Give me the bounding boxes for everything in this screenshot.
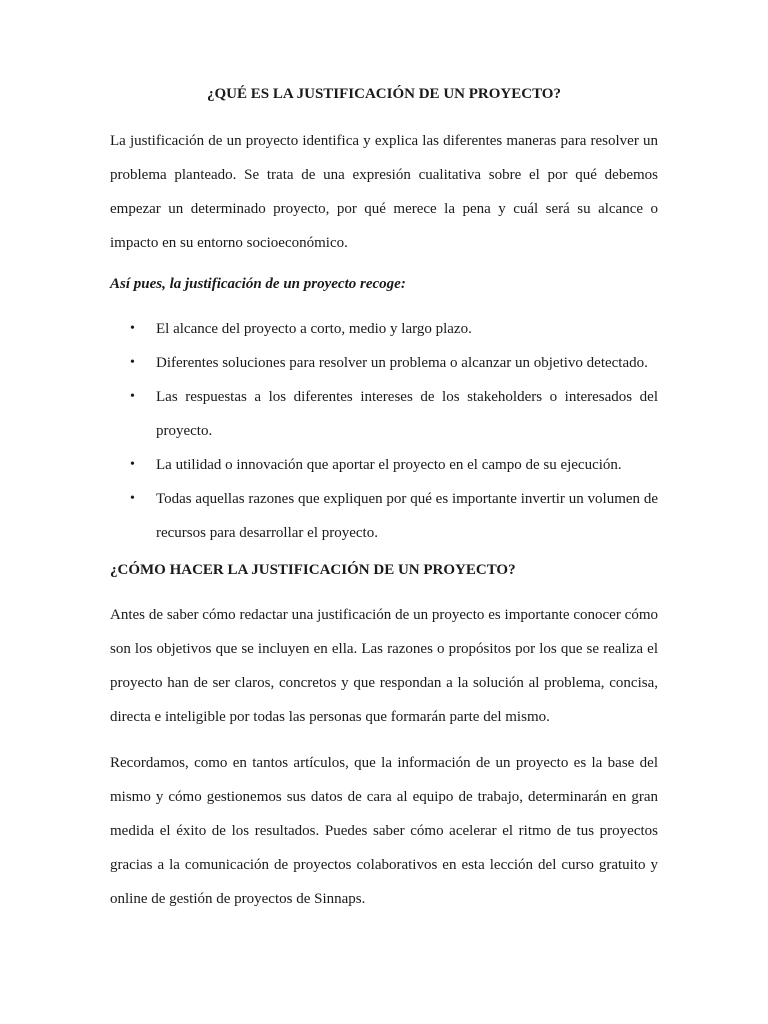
intro-paragraph: La justificación de un proyecto identifica y explica las diferentes maneras para resolver un problema planteado. Se trata de una expresión cualitativa sobre el por qué debemos empezar un determinado proyecto, por qué merece la pena y cuál será su alcance o impacto en su entorno socioeconómico. [110, 133, 658, 251]
page-title: ¿QUÉ ES LA JUSTIFICACIÓN DE UN PROYECTO? [207, 86, 561, 102]
list-item-text: El alcance del proyecto a corto, medio y largo plazo. [156, 321, 472, 337]
list-item [110, 312, 658, 346]
list-item-text: La utilidad o innovación que aportar el proyecto en el campo de su ejecución. [156, 457, 622, 473]
list-item [110, 380, 658, 448]
section-heading: ¿CÓMO HACER LA JUSTIFICACIÓN DE UN PROYECTO? [110, 562, 516, 578]
body-paragraph-2: Antes de saber cómo redactar una justificación de un proyecto es importante conocer cómo son los objetivos que se incluyen en ella. Las razones o propósitos por los que se realiza el proyecto han de ser claros, concretos y que respondan a la solución al problema, concisa, directa e inteligible por todas las personas que formarán parte del mismo. [110, 607, 658, 725]
lead-sentence: Así pues, la justificación de un proyecto recoge: [110, 276, 406, 292]
list-item-text: Todas aquellas razones que expliquen por qué es importante invertir un volumen de recursos para desarrollar el proyecto. [156, 491, 658, 541]
list-item-text: Las respuestas a los diferentes intereses de los stakeholders o interesados del proyecto. [156, 389, 658, 439]
bullet-icon: • [130, 355, 135, 370]
bullet-icon: • [130, 389, 135, 404]
list-item [110, 482, 658, 550]
list-item-text: Diferentes soluciones para resolver un problema o alcanzar un objetivo detectado. [156, 355, 648, 371]
list-item [110, 346, 658, 380]
bullet-icon: • [130, 491, 135, 506]
bullet-list [110, 312, 658, 550]
list-item [110, 448, 658, 482]
bullet-icon: • [130, 321, 135, 336]
bullet-icon: • [130, 457, 135, 472]
body-paragraph-3: Recordamos, como en tantos artículos, que la información de un proyecto es la base del mismo y cómo gestionemos sus datos de cara al equipo de trabajo, determinarán en gran medida el éxito de los resultados. Puedes saber cómo acelerar el ritmo de tus proyectos gracias a la comunicación de proyectos colaborativos en esta lección del curso gratuito y online de gestión de proyectos de Sinnaps. [110, 755, 658, 907]
document-page [110, 82, 658, 928]
